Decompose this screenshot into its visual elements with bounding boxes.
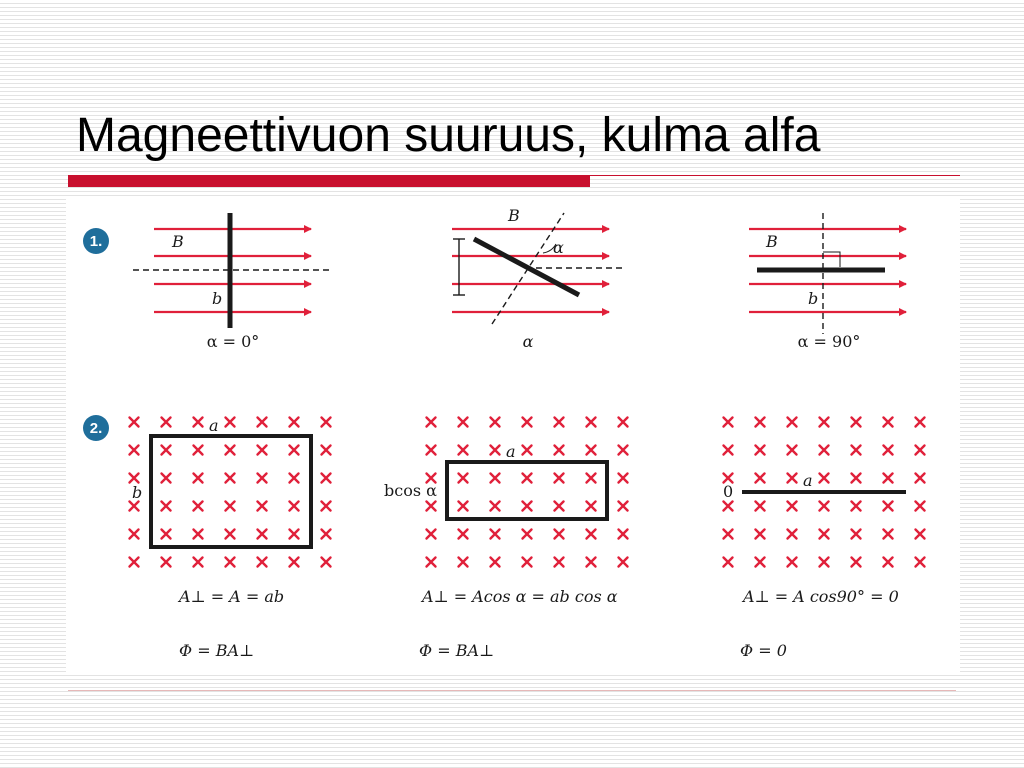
- field-cross-icon: [427, 502, 436, 511]
- field-cross-icon: [491, 446, 500, 455]
- field-cross-icon: [427, 558, 436, 567]
- step-1-badge: [83, 228, 109, 254]
- field-cross-icon: [322, 418, 331, 427]
- field-cross-icon: [290, 502, 299, 511]
- step-1-badge-label: 1.: [89, 233, 103, 250]
- angle-caption: α: [522, 332, 534, 351]
- field-label-b: B: [508, 206, 520, 225]
- field-cross-icon: [427, 530, 436, 539]
- field-cross-icon: [226, 418, 235, 427]
- field-cross-icon: [916, 474, 925, 483]
- field-cross-icon: [916, 418, 925, 427]
- slide-title: Magneettivuon suuruus, kulma alfa: [76, 109, 821, 162]
- angle-caption: α = 0°: [206, 332, 260, 351]
- field-cross-icon: [852, 474, 861, 483]
- field-cross-icon: [130, 418, 139, 427]
- field-cross-icon: [459, 446, 468, 455]
- field-cross-icon: [788, 446, 797, 455]
- top-label-a: a: [209, 416, 219, 435]
- field-cross-icon: [491, 502, 500, 511]
- field-cross-icon: [459, 502, 468, 511]
- field-cross-icon: [258, 502, 267, 511]
- loop-rectangle: [447, 462, 607, 519]
- field-cross-icon: [162, 474, 171, 483]
- field-cross-icon: [788, 418, 797, 427]
- field-cross-icon: [194, 502, 203, 511]
- field-label-b: B: [172, 232, 184, 251]
- field-cross-icon: [555, 530, 564, 539]
- field-cross-icon: [130, 502, 139, 511]
- field-cross-icon: [852, 530, 861, 539]
- field-cross-icon: [162, 446, 171, 455]
- field-label-b: B: [766, 232, 778, 251]
- field-cross-icon: [587, 418, 596, 427]
- field-cross-icon: [724, 530, 733, 539]
- projection-bracket: [453, 239, 465, 295]
- flux-formula: Φ = 0: [740, 641, 787, 660]
- field-cross-icon: [226, 446, 235, 455]
- field-cross-icon: [130, 474, 139, 483]
- field-cross-icon: [724, 502, 733, 511]
- field-cross-icon: [162, 558, 171, 567]
- step-2-badge-label: 2.: [89, 420, 103, 437]
- side-label-b: b: [212, 289, 223, 308]
- field-cross-icon: [523, 502, 532, 511]
- field-cross-icon: [587, 474, 596, 483]
- field-cross-icon: [916, 446, 925, 455]
- field-cross-icon: [194, 530, 203, 539]
- field-cross-icon: [724, 446, 733, 455]
- step-2-badge: [83, 415, 109, 441]
- field-cross-icon: [788, 502, 797, 511]
- field-cross-icon: [820, 530, 829, 539]
- title-underline-thin: [590, 175, 960, 176]
- field-cross-icon: [258, 446, 267, 455]
- field-cross-icon: [491, 558, 500, 567]
- field-cross-icon: [619, 418, 628, 427]
- field-cross-icon: [226, 474, 235, 483]
- field-cross-icon: [491, 474, 500, 483]
- field-cross-icon: [587, 558, 596, 567]
- figure-svg: [66, 197, 960, 672]
- flux-formula: Φ = BA⊥: [179, 641, 255, 660]
- angle-caption: α = 90°: [797, 332, 861, 351]
- field-cross-icon: [756, 474, 765, 483]
- field-cross-icon: [459, 474, 468, 483]
- field-cross-icon: [258, 558, 267, 567]
- field-cross-icon: [756, 558, 765, 567]
- field-cross-icon: [587, 530, 596, 539]
- field-crosses-panel-2: [427, 418, 628, 567]
- flux-formula: Φ = BA⊥: [419, 641, 495, 660]
- area-formula: A⊥ = A = ab: [179, 587, 285, 606]
- field-cross-icon: [162, 502, 171, 511]
- field-cross-icon: [322, 558, 331, 567]
- field-cross-icon: [820, 418, 829, 427]
- field-cross-icon: [788, 530, 797, 539]
- step1-panel-alpha-general: [452, 206, 626, 351]
- field-cross-icon: [884, 474, 893, 483]
- angle-label-alpha: α: [553, 238, 564, 257]
- field-cross-icon: [916, 558, 925, 567]
- field-cross-icon: [756, 530, 765, 539]
- field-cross-icon: [555, 418, 564, 427]
- top-label-a: a: [803, 471, 813, 490]
- field-cross-icon: [194, 418, 203, 427]
- right-angle-marker: [823, 252, 840, 267]
- field-cross-icon: [724, 418, 733, 427]
- field-cross-icon: [162, 418, 171, 427]
- field-cross-icon: [290, 446, 299, 455]
- field-cross-icon: [587, 446, 596, 455]
- field-cross-icon: [852, 446, 861, 455]
- field-cross-icon: [226, 502, 235, 511]
- field-cross-icon: [130, 446, 139, 455]
- field-cross-icon: [523, 530, 532, 539]
- field-cross-icon: [491, 418, 500, 427]
- field-cross-icon: [427, 418, 436, 427]
- field-cross-icon: [162, 530, 171, 539]
- flux-angle-figure: [66, 197, 960, 672]
- field-cross-icon: [852, 558, 861, 567]
- field-cross-icon: [916, 530, 925, 539]
- side-label-bcos: bcos α: [384, 481, 437, 500]
- field-cross-icon: [820, 446, 829, 455]
- field-cross-icon: [852, 418, 861, 427]
- field-cross-icon: [756, 502, 765, 511]
- field-cross-icon: [226, 530, 235, 539]
- field-cross-icon: [258, 530, 267, 539]
- step1-panel-alpha-0: [133, 213, 332, 351]
- step1-panel-alpha-90: [749, 213, 906, 351]
- side-label-b: b: [132, 483, 143, 502]
- field-cross-icon: [820, 502, 829, 511]
- field-cross-icon: [290, 558, 299, 567]
- field-cross-icon: [290, 418, 299, 427]
- field-cross-icon: [322, 474, 331, 483]
- field-cross-icon: [820, 558, 829, 567]
- field-cross-icon: [619, 446, 628, 455]
- top-label-a: a: [506, 442, 516, 461]
- field-cross-icon: [523, 418, 532, 427]
- field-cross-icon: [194, 558, 203, 567]
- field-crosses-panel-1: [130, 418, 331, 567]
- area-formula: A⊥ = Acos α = ab cos α: [422, 587, 618, 606]
- field-cross-icon: [322, 446, 331, 455]
- field-cross-icon: [619, 474, 628, 483]
- field-cross-icon: [724, 558, 733, 567]
- field-cross-icon: [619, 530, 628, 539]
- field-cross-icon: [555, 446, 564, 455]
- field-cross-icon: [788, 474, 797, 483]
- field-cross-icon: [258, 474, 267, 483]
- field-cross-icon: [523, 474, 532, 483]
- field-cross-icon: [523, 558, 532, 567]
- field-cross-icon: [884, 418, 893, 427]
- field-cross-icon: [322, 530, 331, 539]
- field-cross-icon: [226, 558, 235, 567]
- field-cross-icon: [884, 558, 893, 567]
- step2-panel-zero-area: [723, 471, 906, 660]
- field-cross-icon: [852, 502, 861, 511]
- field-cross-icon: [788, 558, 797, 567]
- field-cross-icon: [459, 530, 468, 539]
- field-cross-icon: [194, 446, 203, 455]
- field-cross-icon: [555, 558, 564, 567]
- area-formula: A⊥ = A cos90° = 0: [743, 587, 899, 606]
- footer-divider: [68, 690, 956, 691]
- field-cross-icon: [258, 418, 267, 427]
- field-cross-icon: [491, 530, 500, 539]
- field-cross-icon: [884, 502, 893, 511]
- step2-panel-projected-area: [384, 442, 618, 660]
- field-cross-icon: [756, 418, 765, 427]
- field-cross-icon: [555, 502, 564, 511]
- field-cross-icon: [587, 502, 596, 511]
- field-cross-icon: [130, 558, 139, 567]
- field-cross-icon: [756, 446, 765, 455]
- field-cross-icon: [884, 530, 893, 539]
- side-label-zero: 0: [723, 482, 734, 501]
- field-cross-icon: [619, 502, 628, 511]
- field-cross-icon: [523, 446, 532, 455]
- title-underline-accent: [68, 175, 590, 187]
- field-cross-icon: [194, 474, 203, 483]
- field-cross-icon: [290, 530, 299, 539]
- field-cross-icon: [820, 474, 829, 483]
- field-cross-icon: [619, 558, 628, 567]
- field-cross-icon: [916, 502, 925, 511]
- field-cross-icon: [427, 446, 436, 455]
- field-cross-icon: [884, 446, 893, 455]
- field-cross-icon: [130, 530, 139, 539]
- field-cross-icon: [459, 558, 468, 567]
- side-label-b: b: [808, 289, 819, 308]
- field-cross-icon: [459, 418, 468, 427]
- field-cross-icon: [555, 474, 564, 483]
- step2-panel-full-area: [132, 416, 311, 660]
- field-cross-icon: [290, 474, 299, 483]
- field-cross-icon: [322, 502, 331, 511]
